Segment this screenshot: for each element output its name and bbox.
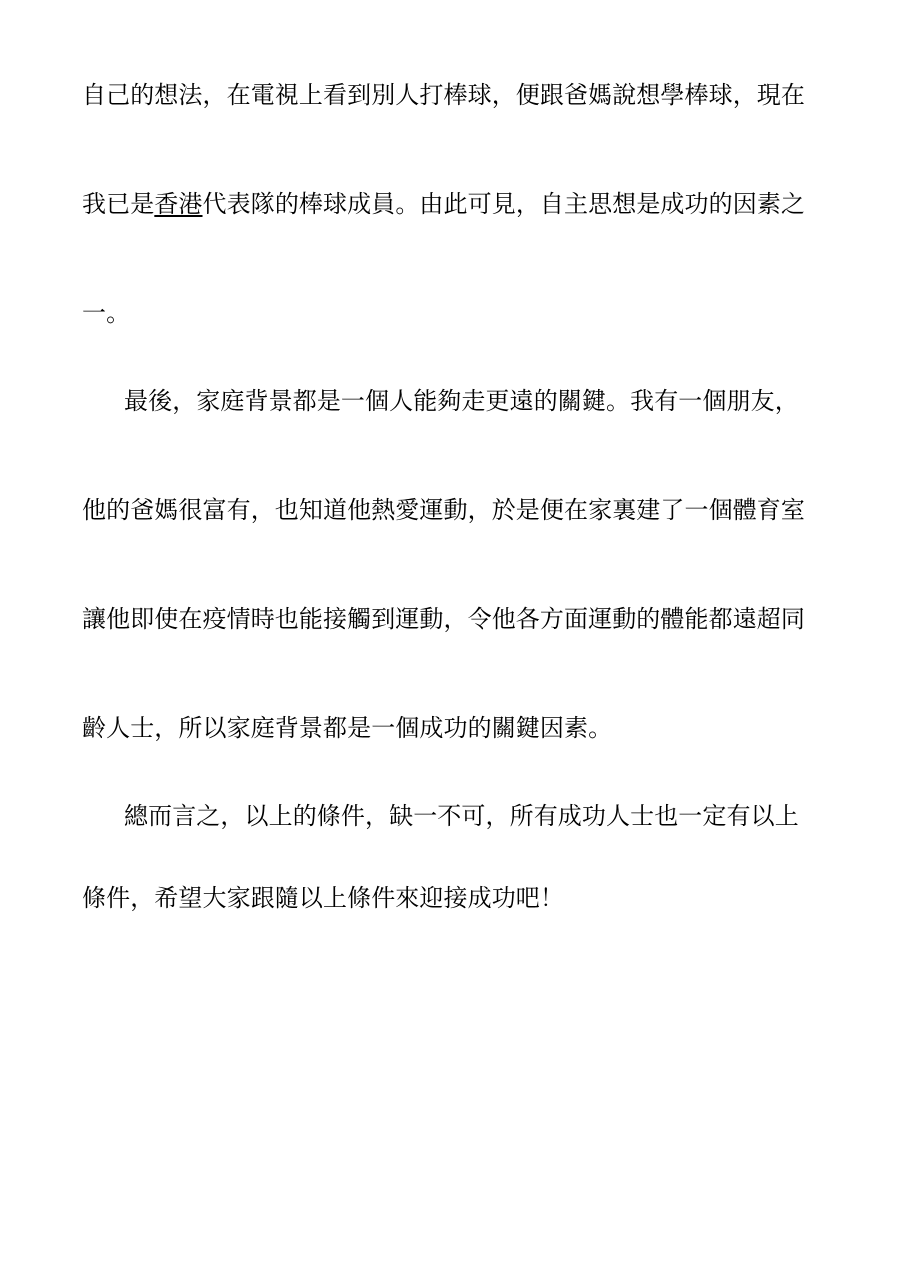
text-segment: 我已是 <box>82 190 155 218</box>
paragraph-first-line <box>124 800 824 832</box>
paragraph-line <box>82 494 824 526</box>
paragraph-line <box>82 297 824 329</box>
text-segment: 條件，希望大家跟隨以上條件來迎接成功吧！ <box>82 884 564 912</box>
text-segment: 最後，家庭背景都是一個人能夠走更遠的關鍵。我有一個朋友， <box>124 387 799 415</box>
text-segment: 代表隊的棒球成員。由此可見，自主思想是成功的因素之 <box>202 190 806 218</box>
paragraph-line <box>82 882 824 914</box>
text-segment: 自己的想法，在電視上看到別人打棒球，便跟爸媽說想學棒球，現在 <box>82 81 805 109</box>
text-segment: 他的爸媽很富有，也知道他熱愛運動，於是便在家裏建了一個體育室 <box>82 496 805 524</box>
paragraph-first-line <box>124 385 824 417</box>
paragraph-line <box>82 188 824 220</box>
paragraph-line <box>82 603 824 635</box>
text-segment: 齡人士，所以家庭背景都是一個成功的關鍵因素。 <box>82 714 613 742</box>
paragraph-line <box>82 712 824 744</box>
underlined-place-name: 香港 <box>154 190 203 218</box>
text-segment: 讓他即使在疫情時也能接觸到運動，令他各方面運動的體能都遠超同 <box>82 605 805 633</box>
paragraph-line <box>82 79 824 111</box>
text-segment: 總而言之，以上的條件，缺一不可，所有成功人士也一定有以上 <box>124 802 799 830</box>
text-segment: 一。 <box>82 299 131 327</box>
